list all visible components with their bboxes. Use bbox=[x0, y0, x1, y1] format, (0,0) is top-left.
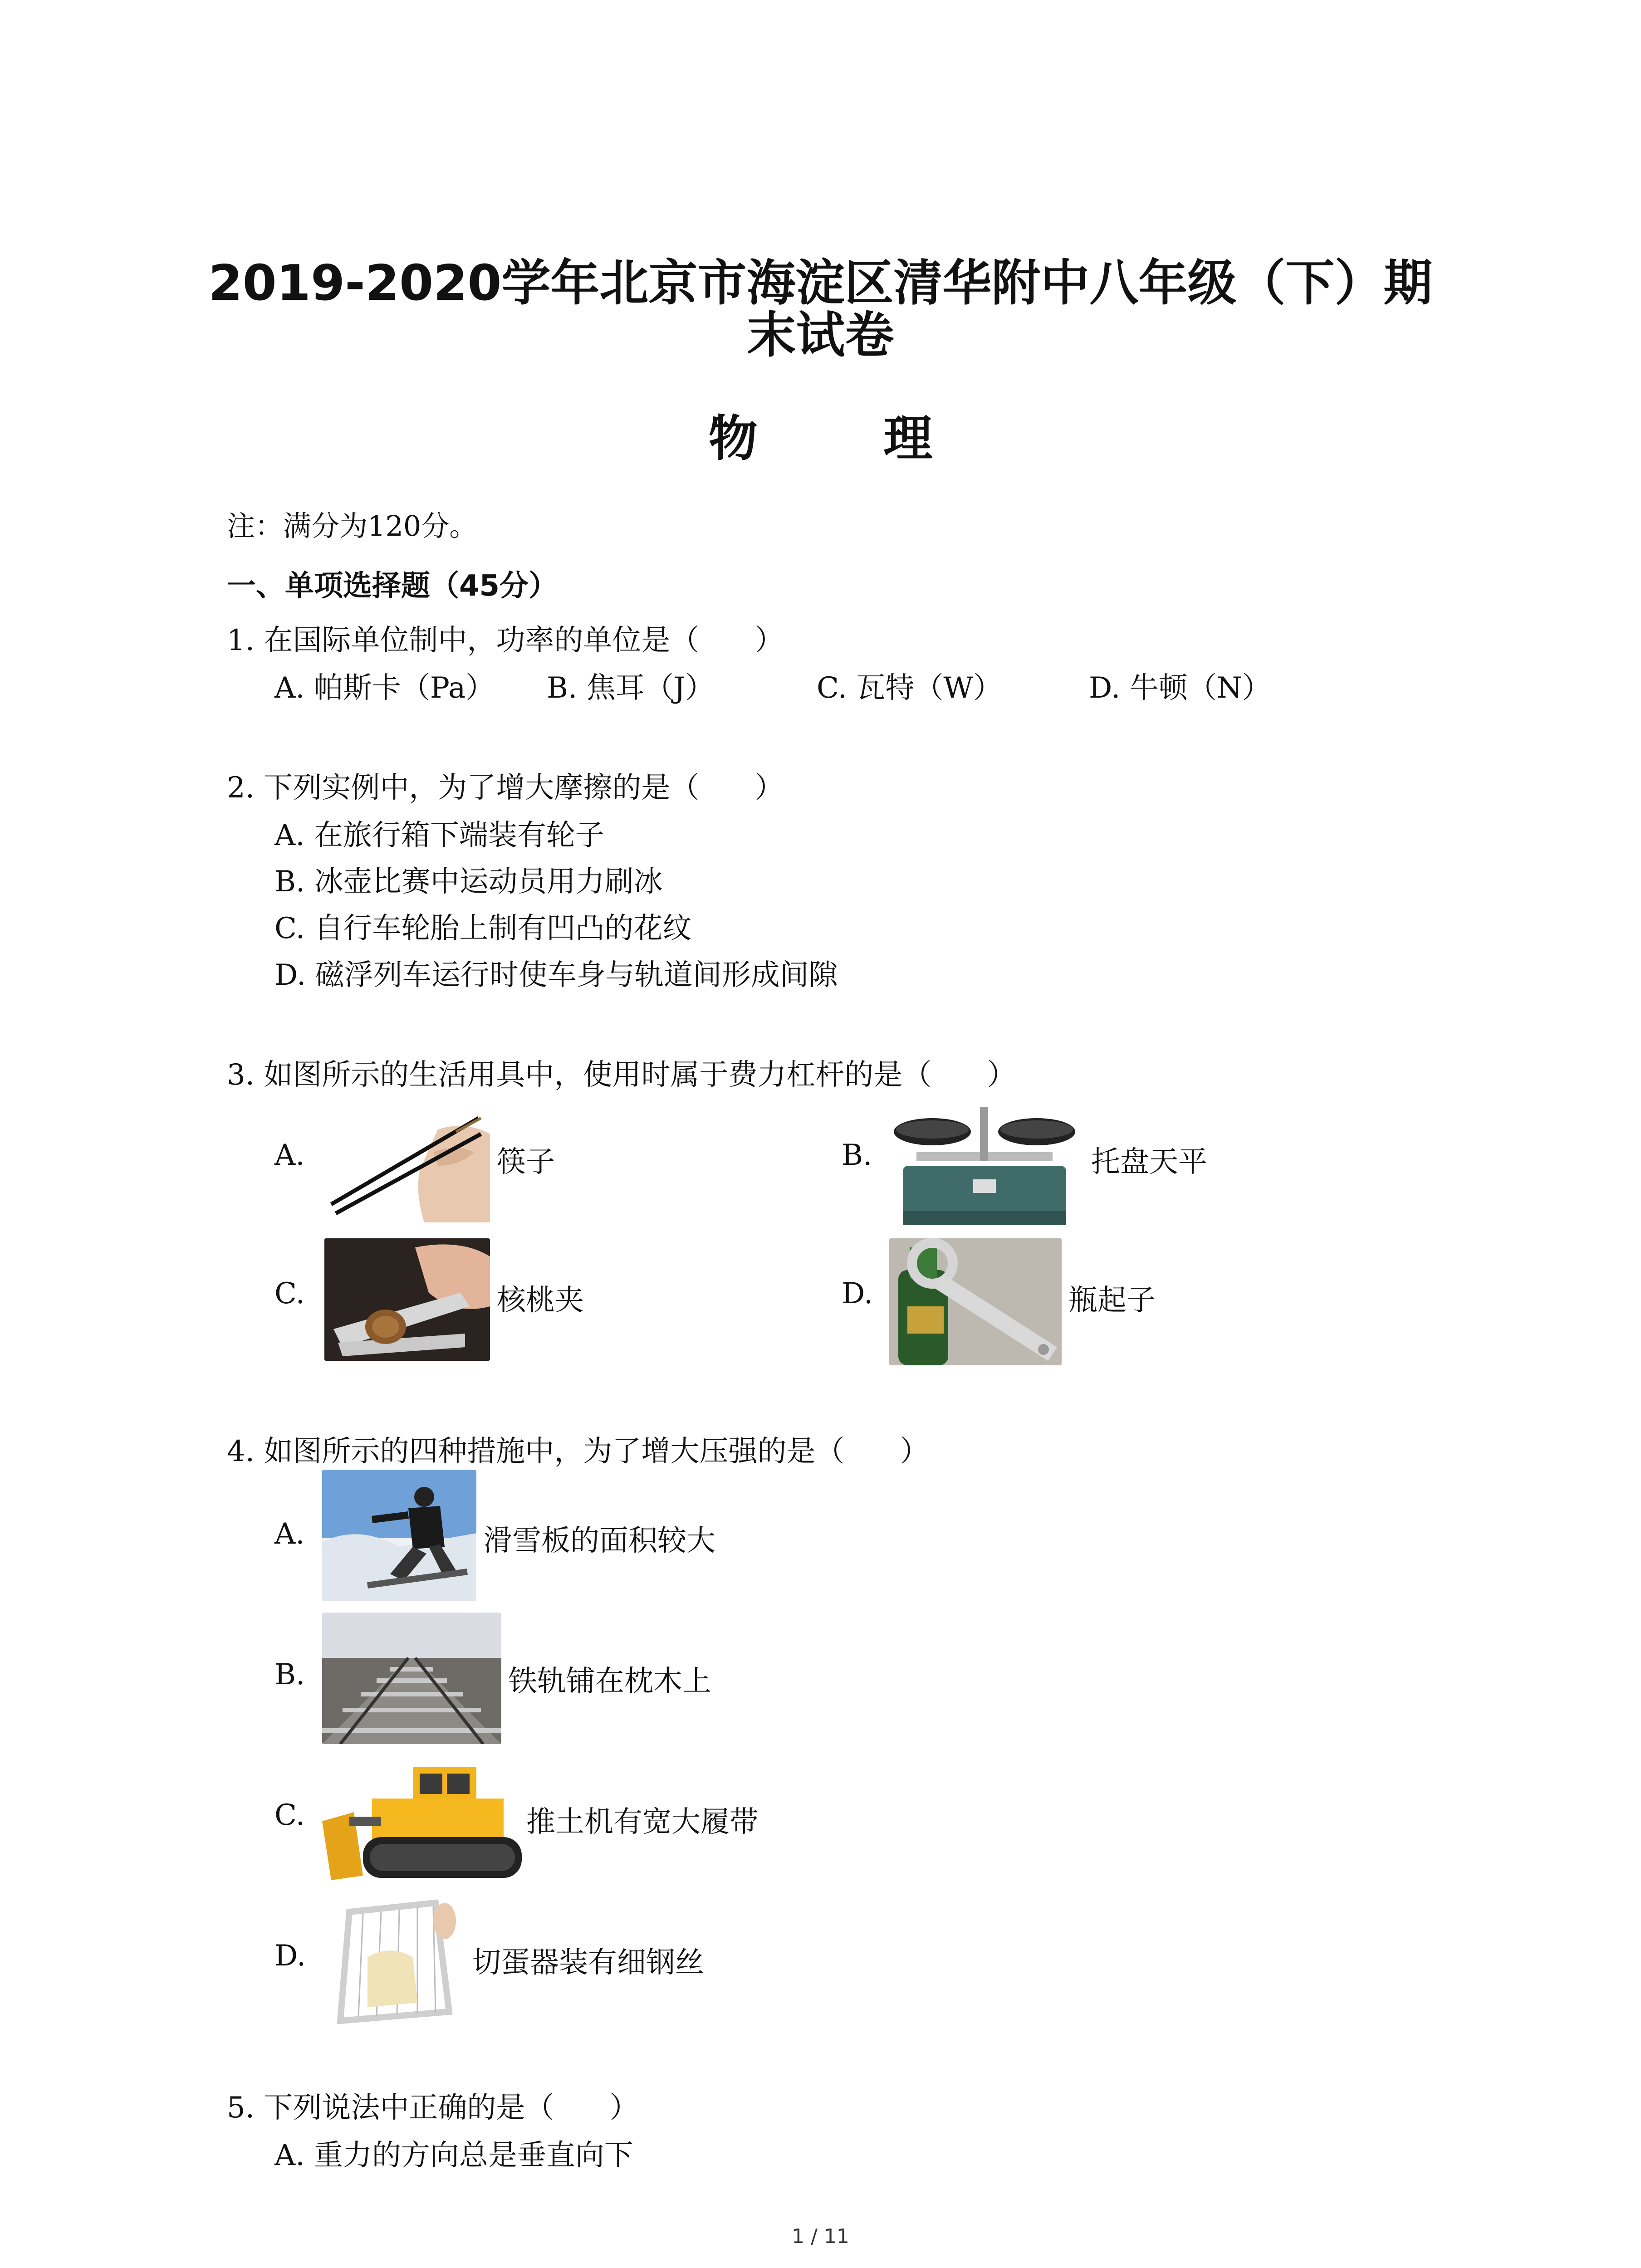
question-1-option-c[interactable]: C. 瓦特（W） bbox=[817, 671, 1003, 705]
section-heading-single-choice: 一、单项选择题（45分） bbox=[227, 569, 558, 603]
question-3-option-b-label: 托盘天平 bbox=[1091, 1145, 1207, 1179]
nutcracker-photo bbox=[324, 1238, 490, 1361]
question-3-option-a-letter[interactable]: A. bbox=[274, 1139, 305, 1172]
bulldozer-photo bbox=[322, 1753, 524, 1885]
page-number: 1 / 11 bbox=[792, 2225, 849, 2248]
question-4-option-a-label: 滑雪板的面积较大 bbox=[483, 1524, 715, 1558]
question-5-stem: 5. 下列说法中正确的是（ ） bbox=[227, 2091, 639, 2125]
question-3-option-c-label: 核桃夹 bbox=[497, 1284, 584, 1317]
question-4-option-c-label: 推土机有宽大履带 bbox=[526, 1805, 759, 1839]
egg-slicer-photo bbox=[322, 1894, 467, 2030]
exam-title-line2: 末试卷 bbox=[747, 307, 894, 364]
question-3-option-d-label: 瓶起子 bbox=[1068, 1284, 1156, 1317]
question-1-option-a[interactable]: A. 帕斯卡（Pa） bbox=[274, 671, 495, 705]
score-note: 注：满分为120分。 bbox=[227, 509, 478, 543]
question-2-option-b[interactable]: B. 冰壶比赛中运动员用力刷冰 bbox=[274, 865, 663, 899]
question-2-option-a[interactable]: A. 在旅行箱下端装有轮子 bbox=[274, 819, 604, 852]
chopsticks-photo bbox=[324, 1102, 490, 1222]
question-3-option-d-letter[interactable]: D. bbox=[842, 1277, 873, 1310]
question-3-stem: 3. 如图所示的生活用具中，使用时属于费力杠杆的是（ ） bbox=[227, 1058, 1016, 1092]
question-3-option-a-label: 筷子 bbox=[497, 1145, 555, 1179]
bottle-opener-photo bbox=[889, 1238, 1062, 1365]
question-3-option-c-letter[interactable]: C. bbox=[274, 1277, 305, 1310]
snowboarder-photo bbox=[322, 1470, 476, 1601]
balance-scale-photo bbox=[889, 1098, 1080, 1229]
question-5-option-a[interactable]: A. 重力的方向总是垂直向下 bbox=[274, 2139, 633, 2172]
question-4-option-a-letter[interactable]: A. bbox=[274, 1517, 305, 1551]
question-2-option-c[interactable]: C. 自行车轮胎上制有凹凸的花纹 bbox=[274, 912, 692, 945]
exam-title-line1: 2019-2020学年北京市海淀区清华附中八年级（下）期 bbox=[208, 255, 1433, 312]
question-4-option-c-letter[interactable]: C. bbox=[274, 1799, 305, 1832]
question-4-option-d-label: 切蛋器装有细钢丝 bbox=[472, 1946, 704, 1980]
subject-heading: 物 理 bbox=[708, 411, 987, 467]
railway-track-photo bbox=[322, 1613, 501, 1744]
question-1-option-d[interactable]: D. 牛顿（N） bbox=[1089, 671, 1271, 705]
question-2-option-d[interactable]: D. 磁浮列车运行时使车身与轨道间形成间隙 bbox=[274, 958, 838, 992]
question-1-option-b[interactable]: B. 焦耳（J） bbox=[547, 671, 715, 705]
question-1-stem: 1. 在国际单位制中，功率的单位是（ ） bbox=[227, 624, 784, 657]
question-3-option-b-letter[interactable]: B. bbox=[842, 1139, 872, 1172]
question-4-option-b-letter[interactable]: B. bbox=[274, 1658, 305, 1691]
question-4-option-b-label: 铁轨铺在枕木上 bbox=[508, 1665, 711, 1698]
question-2-stem: 2. 下列实例中，为了增大摩擦的是（ ） bbox=[227, 771, 784, 805]
question-4-option-d-letter[interactable]: D. bbox=[274, 1939, 306, 1973]
question-4-stem: 4. 如图所示的四种措施中，为了增大压强的是（ ） bbox=[227, 1435, 929, 1468]
